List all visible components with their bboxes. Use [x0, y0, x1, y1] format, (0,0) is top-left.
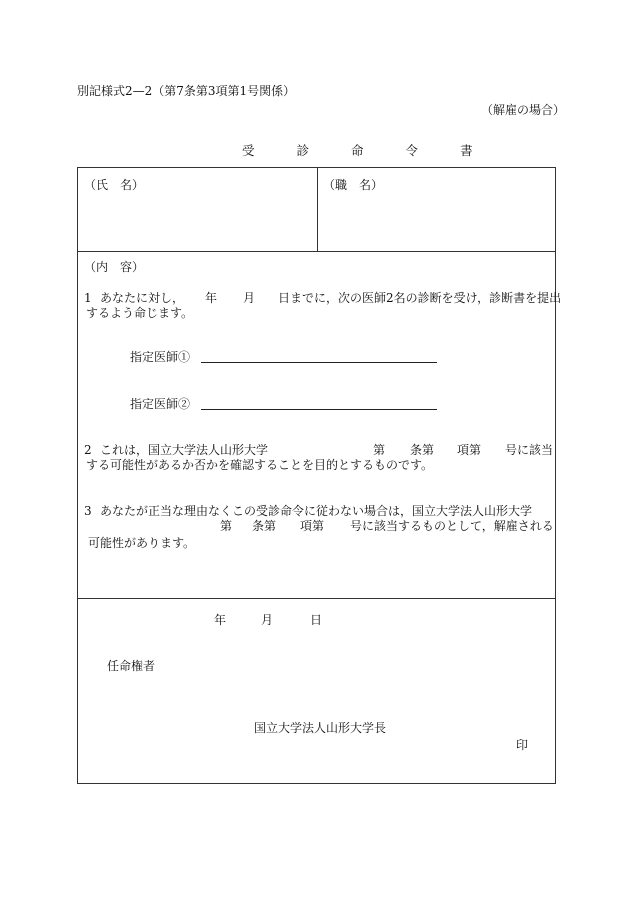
title-char: 診: [296, 143, 310, 158]
header-row-divider: [78, 251, 555, 252]
item2-text-b: 号に該当: [505, 443, 554, 457]
footer-year: 年: [214, 613, 227, 627]
item3-article: 第: [220, 519, 233, 533]
item3-clause: 条第: [252, 519, 277, 533]
footer-day: 日: [310, 613, 323, 627]
designated-doctor-1-line: [201, 362, 437, 363]
item1-month: 月: [243, 291, 256, 305]
item1-text-line2: するよう命じます。: [86, 306, 194, 320]
item3-text-b: 号に該当するものとして，解雇される: [350, 519, 554, 533]
content-footer-divider: [78, 598, 555, 599]
designated-doctor-1-label: 指定医師①: [130, 350, 191, 364]
item1-year: 年: [205, 291, 218, 305]
item2-paragraph: 項第: [457, 443, 482, 457]
item3-paragraph: 項第: [300, 519, 325, 533]
item2-text-line2: する可能性があるか否かを確認することを目的とするものです。: [86, 458, 434, 472]
case-note: （解雇の場合）: [481, 103, 566, 117]
form-reference: 別記様式2—2（第7条第3項第1号関係）: [77, 84, 296, 98]
form-table: [77, 167, 556, 784]
item2-number: 2: [84, 443, 92, 457]
item3-text-line1: あなたが正当な理由なくこの受診命令に従わない場合は，国立大学法人山形大学: [100, 504, 533, 518]
item2-clause: 条第: [410, 443, 435, 457]
item2-text-a: これは，国立大学法人山形大学: [100, 443, 269, 457]
designated-doctor-2-label: 指定医師②: [130, 397, 191, 411]
item3-text-line3: 可能性があります。: [88, 536, 196, 550]
item1-text-b: 日までに，次の医師2名の診断を受け，診断書を提出: [278, 291, 562, 305]
document-title: [242, 145, 473, 158]
item3-number: 3: [84, 504, 92, 518]
footer-month: 月: [261, 613, 274, 627]
position-label: （職 名）: [323, 178, 384, 192]
seal-mark: 印: [516, 738, 529, 752]
title-char: 受: [242, 143, 255, 158]
item2-article: 第: [373, 443, 386, 457]
designated-doctor-2-line: [201, 409, 437, 410]
item1-text-a: あなたに対し，: [100, 291, 185, 305]
title-char: 令: [405, 143, 419, 158]
name-label: （氏 名）: [84, 178, 145, 192]
title-char: 書: [460, 143, 473, 158]
president-title: 国立大学法人山形大学長: [254, 721, 387, 735]
appointer-label: 任命権者: [107, 659, 156, 673]
content-label: （内 容）: [84, 260, 145, 274]
title-char: 命: [351, 143, 364, 158]
name-position-divider: [317, 168, 318, 251]
item1-number: 1: [84, 291, 92, 305]
